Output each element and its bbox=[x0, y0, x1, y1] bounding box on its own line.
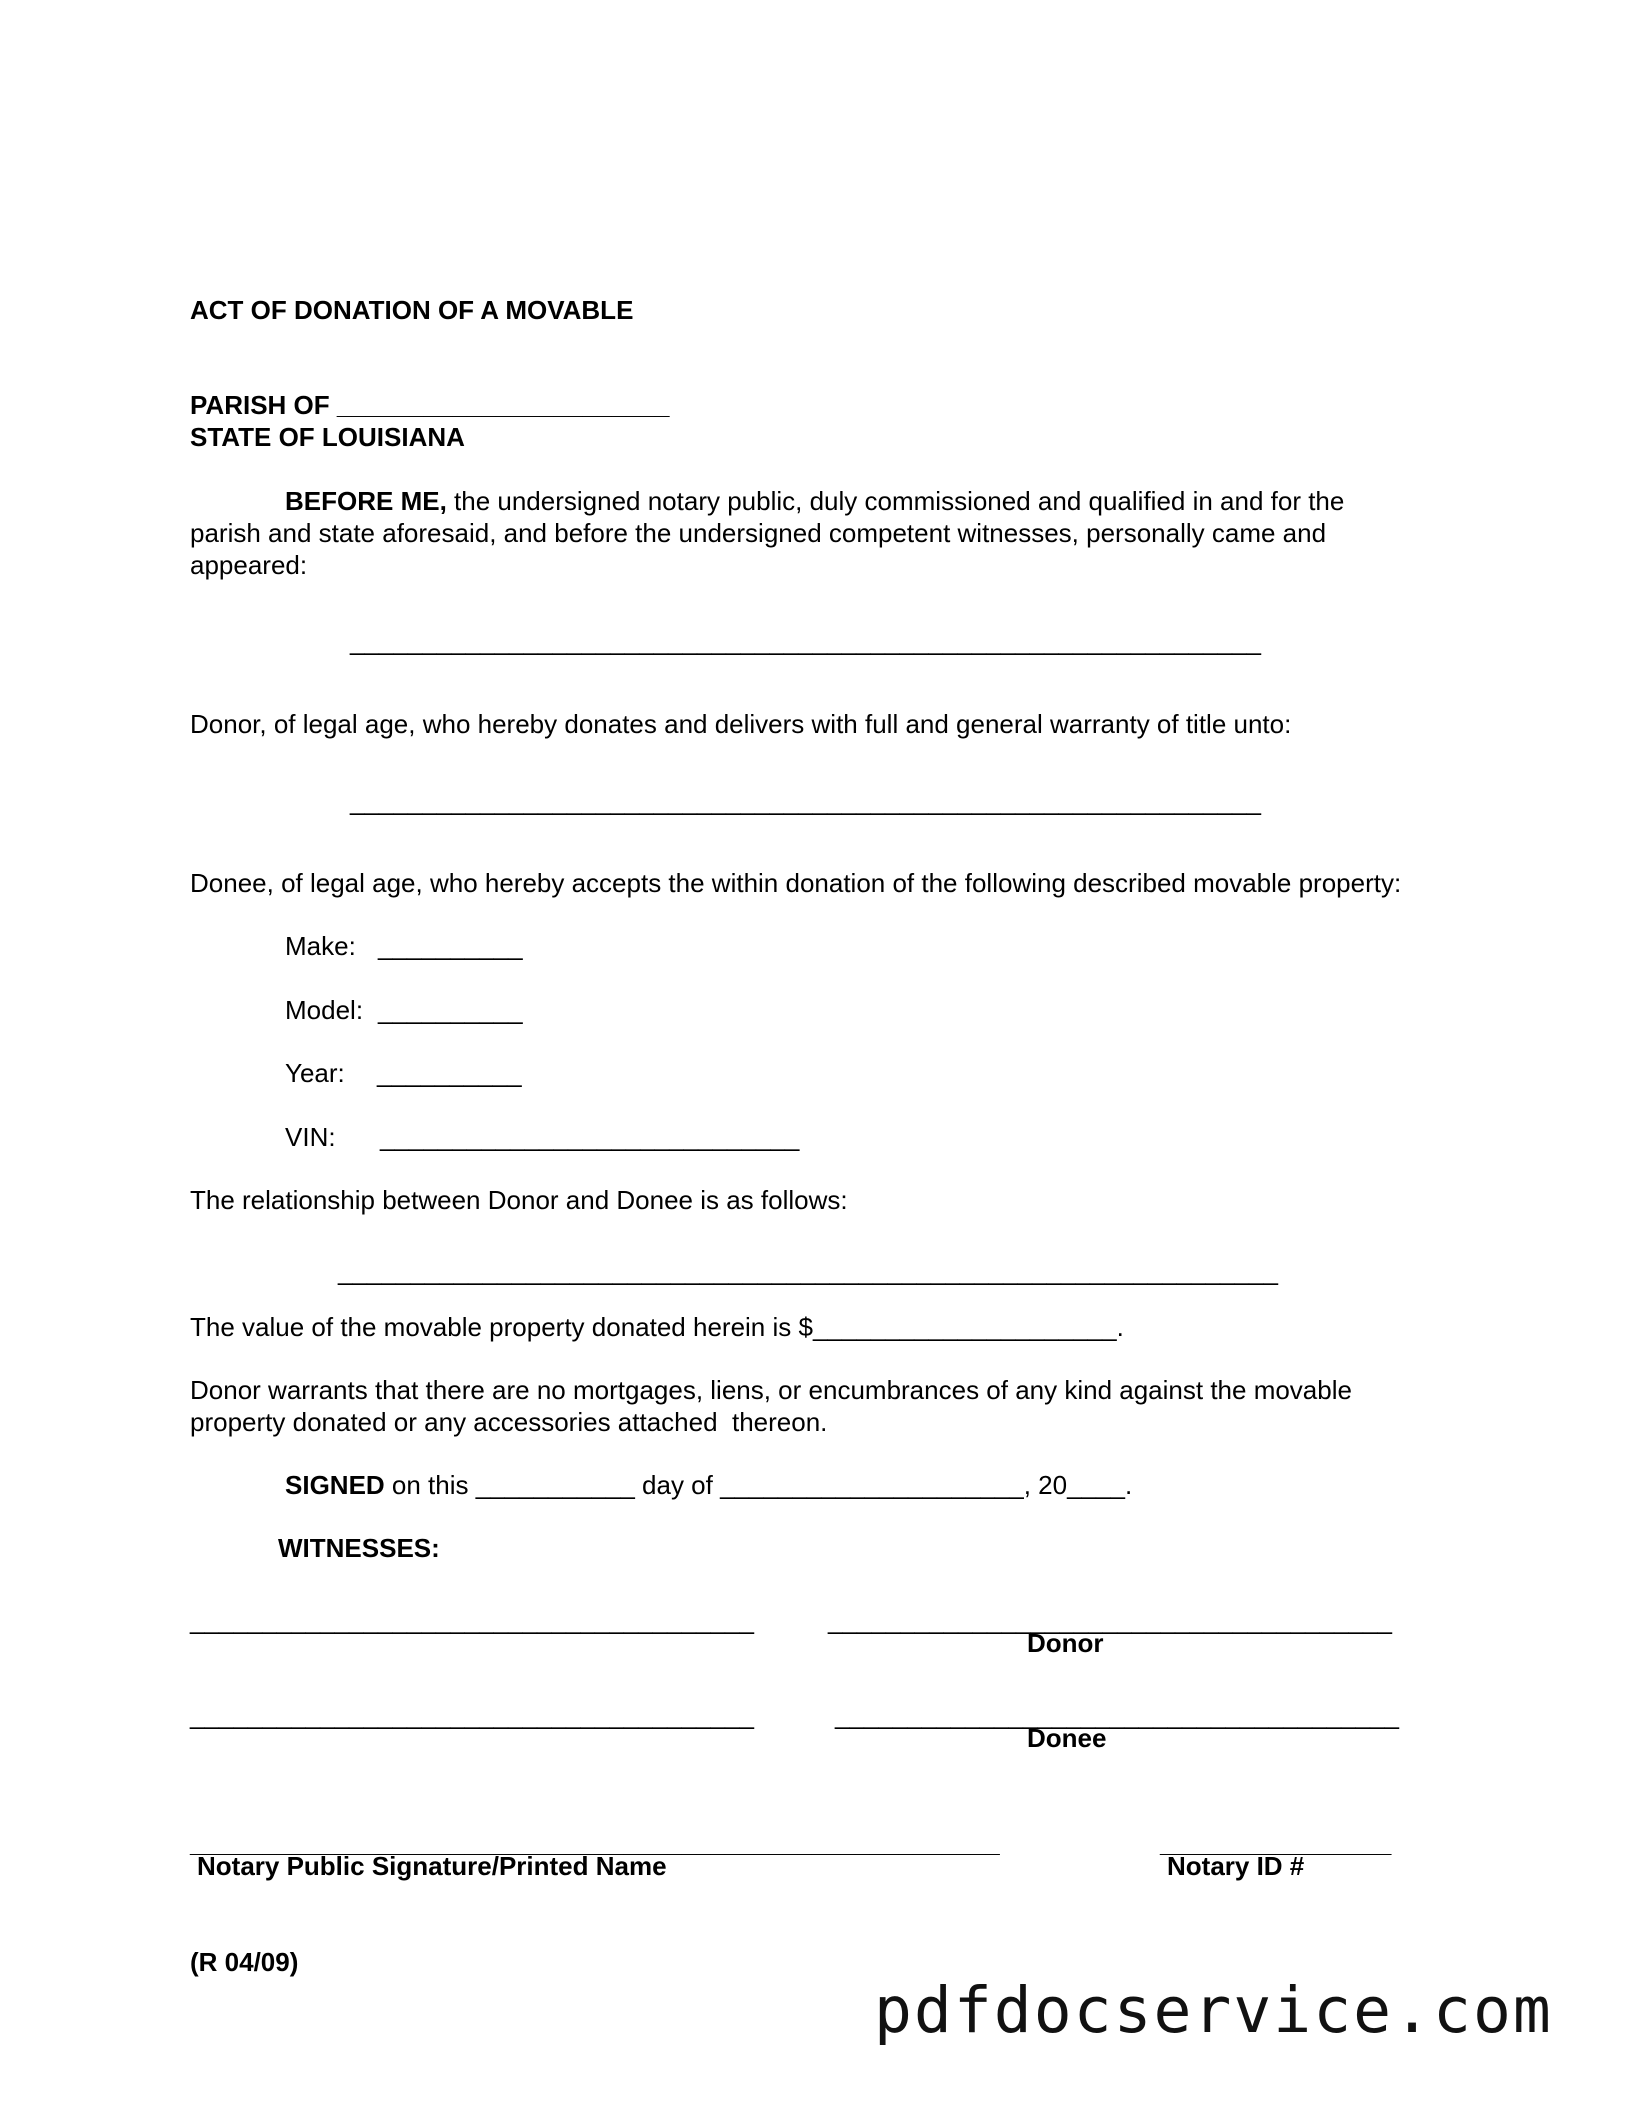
before-me-lead: BEFORE ME, bbox=[285, 486, 447, 516]
vin-blank[interactable]: _____________________________ bbox=[380, 1122, 800, 1152]
donor-signature-blank[interactable]: _______________________________________ bbox=[828, 1605, 1392, 1635]
model-label: Model: bbox=[285, 995, 364, 1025]
notary-id-blank[interactable]: ________________ bbox=[1160, 1828, 1392, 1858]
witnesses-label: WITNESSES: bbox=[278, 1533, 440, 1563]
warranty-line-1: Donor warrants that there are no mortgages, liens, or encumbrances of any kind against the movable bbox=[190, 1375, 1352, 1405]
donee-label: Donee bbox=[1027, 1723, 1107, 1753]
notary-signature-blank[interactable]: ________________________________________________________ bbox=[190, 1828, 1000, 1858]
document-title: ACT OF DONATION OF A MOVABLE bbox=[190, 295, 634, 325]
donor-label: Donor bbox=[1027, 1628, 1104, 1658]
year-label: Year: bbox=[285, 1058, 345, 1088]
parish-line: PARISH OF _______________________ bbox=[190, 390, 670, 420]
before-me-line-1 bbox=[285, 485, 1344, 517]
donor-name-blank[interactable]: _______________________________________________________________ bbox=[350, 626, 1261, 656]
year-blank[interactable]: __________ bbox=[377, 1058, 522, 1088]
watermark: pdfdocservice.com bbox=[874, 1974, 1553, 2047]
signed-date-blanks[interactable]: on this ___________ day of _____________________, 20____. bbox=[384, 1470, 1133, 1500]
relationship-blank[interactable]: _________________________________________________________________ bbox=[338, 1256, 1278, 1286]
relationship-text: The relationship between Donor and Donee is as follows: bbox=[190, 1185, 848, 1215]
make-label: Make: bbox=[285, 931, 356, 961]
before-me-text: the undersigned notary public, duly commissioned and qualified in and for the bbox=[446, 486, 1345, 516]
signed-lead: SIGNED bbox=[285, 1470, 385, 1500]
donee-clause: Donee, of legal age, who hereby accepts the within donation of the following described movable property: bbox=[190, 868, 1402, 898]
before-me-line-2: parish and state aforesaid, and before the undersigned competent witnesses, personally came and bbox=[190, 518, 1327, 548]
signed-line bbox=[285, 1469, 1132, 1501]
donor-clause: Donor, of legal age, who hereby donates and delivers with full and general warranty of title unto: bbox=[190, 709, 1292, 739]
before-me-line-3: appeared: bbox=[190, 550, 308, 580]
witness-2-signature-blank[interactable]: _______________________________________ bbox=[190, 1700, 754, 1730]
vin-label: VIN: bbox=[285, 1122, 336, 1152]
notary-signature-label: Notary Public Signature/Printed Name bbox=[197, 1851, 667, 1881]
notary-id-label: Notary ID # bbox=[1167, 1851, 1305, 1881]
revision-code: (R 04/09) bbox=[190, 1947, 299, 1977]
warranty-line-2: property donated or any accessories attached thereon. bbox=[190, 1407, 828, 1437]
model-blank[interactable]: __________ bbox=[378, 995, 523, 1025]
value-text: The value of the movable property donated herein is $_____________________. bbox=[190, 1312, 1124, 1342]
donee-name-blank[interactable]: _______________________________________________________________ bbox=[350, 786, 1261, 816]
donee-signature-blank[interactable]: _______________________________________ bbox=[835, 1700, 1399, 1730]
state-line: STATE OF LOUISIANA bbox=[190, 422, 465, 452]
make-blank[interactable]: __________ bbox=[378, 931, 523, 961]
witness-1-signature-blank[interactable]: _______________________________________ bbox=[190, 1605, 754, 1635]
